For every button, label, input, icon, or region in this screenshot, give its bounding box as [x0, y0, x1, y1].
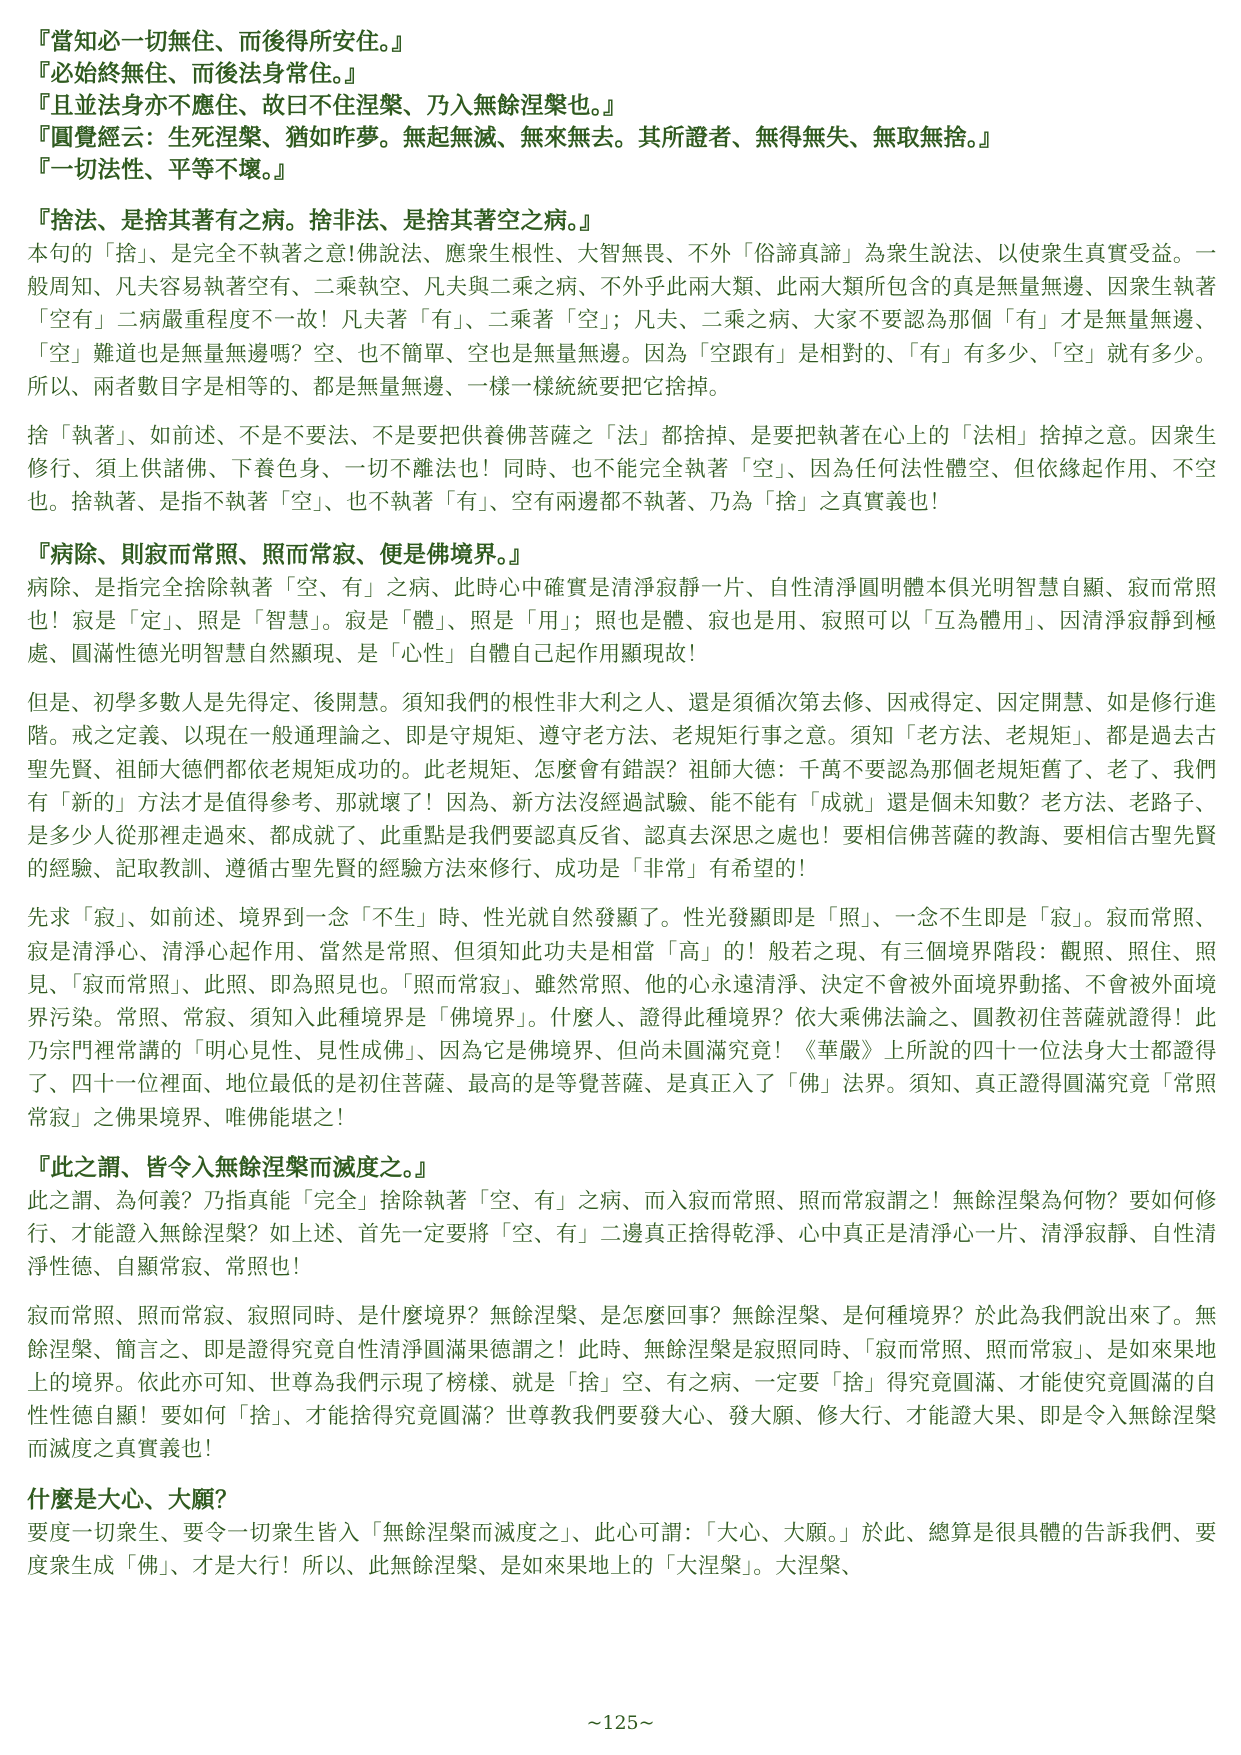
- paragraph: 捨「執著」、如前述、不是不要法、不是要把供養佛菩薩之「法」都捨掉、是要把執著在心上的「法相」捨掉之意。因衆生修行、須上供諸佛、下養色身、一切不離法也！同時、也不能完全執著「空」、因為任何法性體空、但依緣起作用、不空也。捨執著、是指不執著「空」、也不執著「有」、空有兩邊都不執著、乃為「捨」之真實義也！: [27, 424, 1217, 516]
- section-heading: 『此之謂、皆令入無餘涅槃而滅度之。』: [27, 1153, 439, 1181]
- paragraph: 病除、是指完全捨除執著「空、有」之病、此時心中確實是清淨寂靜一片、自性清淨圓明體本俱光明智慧自顯、寂而常照也！寂是「定」、照是「智慧」。寂是「體」、照是「用」；照也是體、寂也是用、寂照可以「互為體用」、因清淨寂靜到極處、圓滿性德光明智慧自然顯現、是「心性」自體自己起作用顯現故！: [27, 575, 1217, 668]
- paragraph: 本句的「捨」、是完全不執著之意!佛說法、應衆生根性、大智無畏、不外「俗諦真諦」為衆生說法、以使衆生真實受益。一般周知、凡夫容易執著空有、二乘執空、凡夫與二乘之病、不外乎此兩大類、此兩大類所包含的真是無量無邊、因衆生執著「空有」二病嚴重程度不一故！凡夫著「有」、二乘著「空」；凡夫、二乘之病、大家不要認為那個「有」才是無量無邊、「空」難道也是無量無邊嗎？空、也不簡單、空也是無量無邊。因為「空跟有」是相對的、「有」有多少、「空」就有多少。所以、兩者數目字是相等的、都是無量無邊、一樣一樣統統要把它捨掉。: [27, 242, 1217, 400]
- quote-line: 『當知必一切無住、而後得所安住。』: [27, 28, 415, 55]
- paragraph: 但是、初學多數人是先得定、後開慧。須知我們的根性非大利之人、還是須循次第去修、因戒得定、因定開慧、如是修行進階。戒之定義、以現在一般通理論之、即是守規矩、遵守老方法、老規矩行事之意。須知「老方法、老規矩」、都是過去古聖先賢、祖師大德們都依老規矩成功的。此老規矩、怎麼會有錯誤？祖師大德：千萬不要認為那個老規矩舊了、老了、我們有「新的」方法才是值得參考、那就壞了！因為、新方法沒經過試驗、能不能有「成就」還是個未知數？老方法、老路子、是多少人從那裡走過來、都成就了、此重點是我們要認真反省、認真去深思之處也！要相信佛菩薩的教誨、要相信古聖先賢的經驗、記取教訓、遵循古聖先賢的經驗方法來修行、成功是「非常」有希望的！: [27, 691, 1217, 883]
- page-number: ~125~: [586, 1712, 655, 1734]
- paragraph: 先求「寂」、如前述、境界到一念「不生」時、性光就自然發顯了。性光發顯即是「照」、一念不生即是「寂」。寂而常照、寂是清淨心、清淨心起作用、當然是常照、但須知此功夫是相當「高」的！般若之現、有三個境界階段：觀照、照住、照見、「寂而常照」、此照、即為照見也。「照而常寂」、雖然常照、他的心永遠清淨、決定不會被外面境界動搖、不會被外面境界污染。常照、常寂、須知入此種境界是「佛境界」。什麼人、證得此種境界？依大乘佛法論之、圓教初住菩薩就證得！此乃宗門裡常講的「明心見性、見性成佛」、因為它是佛境界、但尚未圓滿究竟！《華嚴》上所說的四十一位法身大士都證得了、四十一位裡面、地位最低的是初住菩薩、最高的是等覺菩薩、是真正入了「佛」法界。須知、真正證得圓滿究竟「常照常寂」之佛果境界、唯佛能堪之！: [27, 906, 1217, 1131]
- paragraph: 此之謂、為何義？乃指真能「完全」捨除執著「空、有」之病、而入寂而常照、照而常寂謂之！無餘涅槃為何物？要如何修行、才能證入無餘涅槃？如上述、首先一定要將「空、有」二邊真正捨得乾淨、心中真正是清淨心一片、清淨寂靜、自性清淨性德、自顯常寂、常照也！: [27, 1188, 1217, 1281]
- section-heading: 『捨法、是捨其著有之病。捨非法、是捨其著空之病。』: [27, 207, 603, 234]
- paragraph: 要度一切衆生、要令一切衆生皆入「無餘涅槃而滅度之」、此心可謂：「大心、大願。」於此、總算是很具體的告訴我們、要度衆生成「佛」、才是大行！所以、此無餘涅槃、是如來果地上的「大涅槃」。大涅槃、: [27, 1520, 1217, 1579]
- quote-line: 『必始終無住、而後法身常住。』: [27, 60, 368, 87]
- quote-line: 『且並法身亦不應住、故曰不住涅槃、乃入無餘涅槃也。』: [27, 92, 627, 119]
- page-body: [27, 26, 1217, 1583]
- section-heading: 什麼是大心、大願？: [27, 1485, 239, 1513]
- section-heading: 『病除、則寂而常照、照而常寂、便是佛境界。』: [27, 540, 533, 568]
- paragraph: 寂而常照、照而常寂、寂照同時、是什麼境界？無餘涅槃、是怎麼回事？無餘涅槃、是何種境界？於此為我們說出來了。無餘涅槃、簡言之、即是證得究竟自性清淨圓滿果德謂之！此時、無餘涅槃是寂照同時、「寂而常照、照而常寂」、是如來果地上的境界。依此亦可知、世尊為我們示現了榜樣、就是「捨」空、有之病、一定要「捨」得究竟圓滿、才能使究竟圓滿的自性性德自顯！要如何「捨」、才能捨得究竟圓滿？世尊教我們要發大心、發大願、修大行、才能證大果、即是令入無餘涅槃而滅度之真實義也！: [27, 1304, 1217, 1463]
- quote-line: 『圓覺經云：生死涅槃、猶如昨夢。無起無滅、無來無去。其所證者、無得無失、無取無捨。』: [27, 124, 1003, 151]
- quote-line: 『一切法性、平等不壞。』: [27, 156, 298, 183]
